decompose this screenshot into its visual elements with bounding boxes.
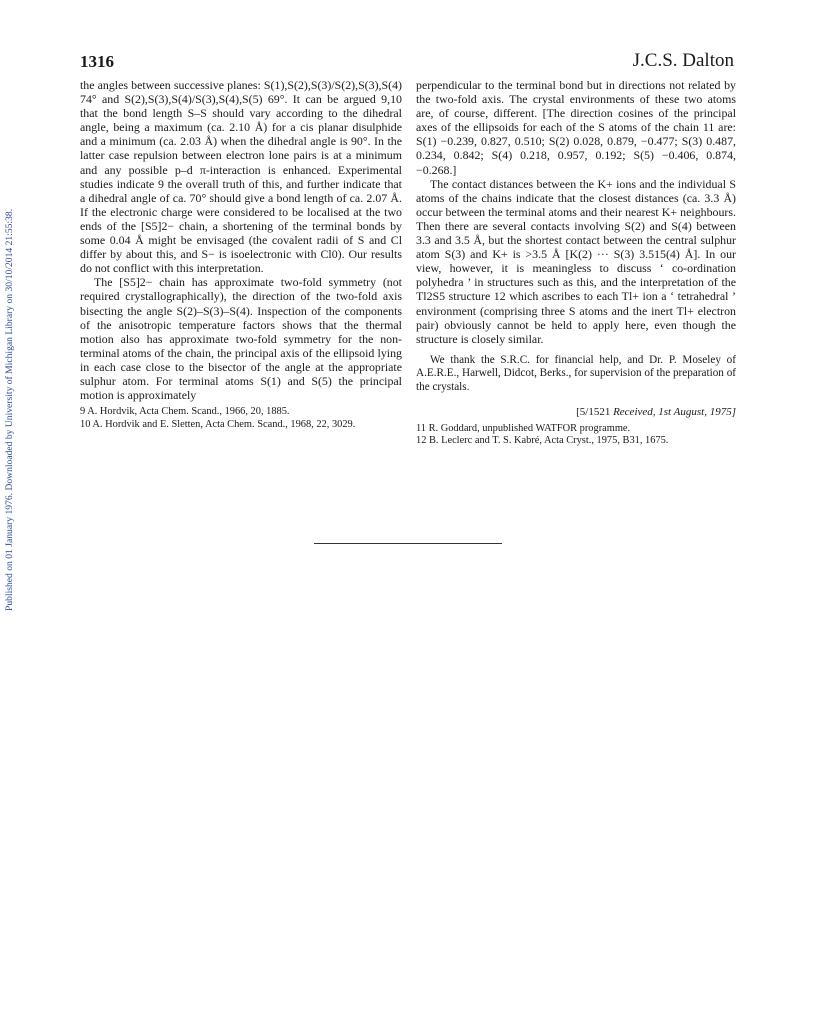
reference-12: 12 B. Leclerc and T. S. Kabré, Acta Cryst., 1975, B31, 1675. xyxy=(416,435,669,447)
paragraph-contact-distances: The contact distances between the K+ ions and the individual S atoms of the chains indicate that the closest distances (ca. 3.3 Å) occur between the terminal atoms and their nearest K+ neighbours. Then there are several contacts involving S(2) and S(4) between 3.3 and 3.5 Å, but the shortest contact between the central sulphur atom S(3) and K+ is >3.5 Å [K(2) ··· S(3) 3.515(4) Å]. In our view, however, it is meaningless to discuss ‘ co-ordination polyhedra ’ in structures such as this, and the interpretation of the Tl2S5 structure 12 which ascribes to each Tl+ ion a ‘ tetrahedral ’ environment (comprising three S atoms and the inert Tl+ electron pair) obviously cannot be held to apply here, even though the structure is closely similar. xyxy=(416,176,736,346)
right-column xyxy=(416,78,736,447)
reference-11: 11 R. Goddard, unpublished WATFOR programme. xyxy=(416,422,631,434)
paragraph-dihedral: the angles between successive planes: S(1),S(2),S(3)/S(2),S(3),S(4) 74° and S(2),S(3),S(4)/S(3),S(4),S(5) 69°. It can be argued 9,10 that the bond length S–S should vary according to the dihedral angle, being a maximum (ca. 2.10 Å) for a cis planar disulphide and a minimum (ca. 2.03 Å) when the dihedral angle is 90°. In the latter case repulsion between electron lone pairs is at a minimum and any possible p–d π-interaction is enhanced. Experimental studies indicate 9 the overall truth of this, and further indicate that a dihedral angle of ca. 70° should give a bond length of ca. 2.07 Å. If the electronic charge were considered to be localised at the two ends of the [S5]2− chain, a shortening of the terminal bonds by some 0.04 Å might be envisaged (the covalent radii of S and Cl differ by about this, and S− is isoelectronic with Cl0). Our results do not conflict with this interpretation. xyxy=(80,78,402,276)
left-column xyxy=(80,78,402,431)
received-date xyxy=(416,405,736,419)
reference-9: 9 A. Hordvik, Acta Chem. Scand., 1966, 20, 1885. xyxy=(80,406,290,418)
manuscript-code: [5/1521 xyxy=(576,405,611,418)
received-text: Received, 1st August, 1975] xyxy=(613,405,736,418)
download-notice: Published on 01 January 1976. Downloaded by University of Michigan Library on 30/10/2014 21:55:38. xyxy=(4,208,15,612)
journal-title: J.C.S. Dalton xyxy=(632,50,734,71)
paragraph-symmetry: The [S5]2− chain has approximate two-fold symmetry (not required crystallographically), the direction of the two-fold axis bisecting the angle S(2)–S(3)–S(4). Inspection of the components of the anisotropic temperature factors shows that the thermal motion also has approximate two-fold symmetry for the non-terminal atoms of the chain, the principal axis of the ellipsoid lying in each case close to the bisector of the angle at the appropriate sulphur atom. For terminal atoms S(1) and S(5) the principal motion is approximately xyxy=(80,275,402,403)
end-rule xyxy=(314,543,502,544)
footnotes-right xyxy=(416,423,736,448)
acknowledgement: We thank the S.R.C. for financial help, and Dr. P. Moseley of A.E.R.E., Harwell, Didcot, Berks., for supervision of the preparation of the crystals. xyxy=(416,353,737,393)
paragraph-direction-cosines: perpendicular to the terminal bond but in directions not related by the two-fold axis. The crystal environments of these two atoms are, of course, different. [The direction cosines of the principal axes of the ellipsoids for each of the S atoms of the chain 11 are: S(1) −0.239, 0.827, 0.510; S(2) 0.028, 0.879, −0.477; S(3) 0.487, 0.234, 0.842; S(4) 0.218, 0.957, 0.192; S(5) −0.406, 0.874, −0.268.] xyxy=(416,78,736,177)
footnotes-left xyxy=(80,406,402,431)
reference-10: 10 A. Hordvik and E. Sletten, Acta Chem. Scand., 1968, 22, 3029. xyxy=(80,418,356,430)
page-number: 1316 xyxy=(80,52,114,71)
